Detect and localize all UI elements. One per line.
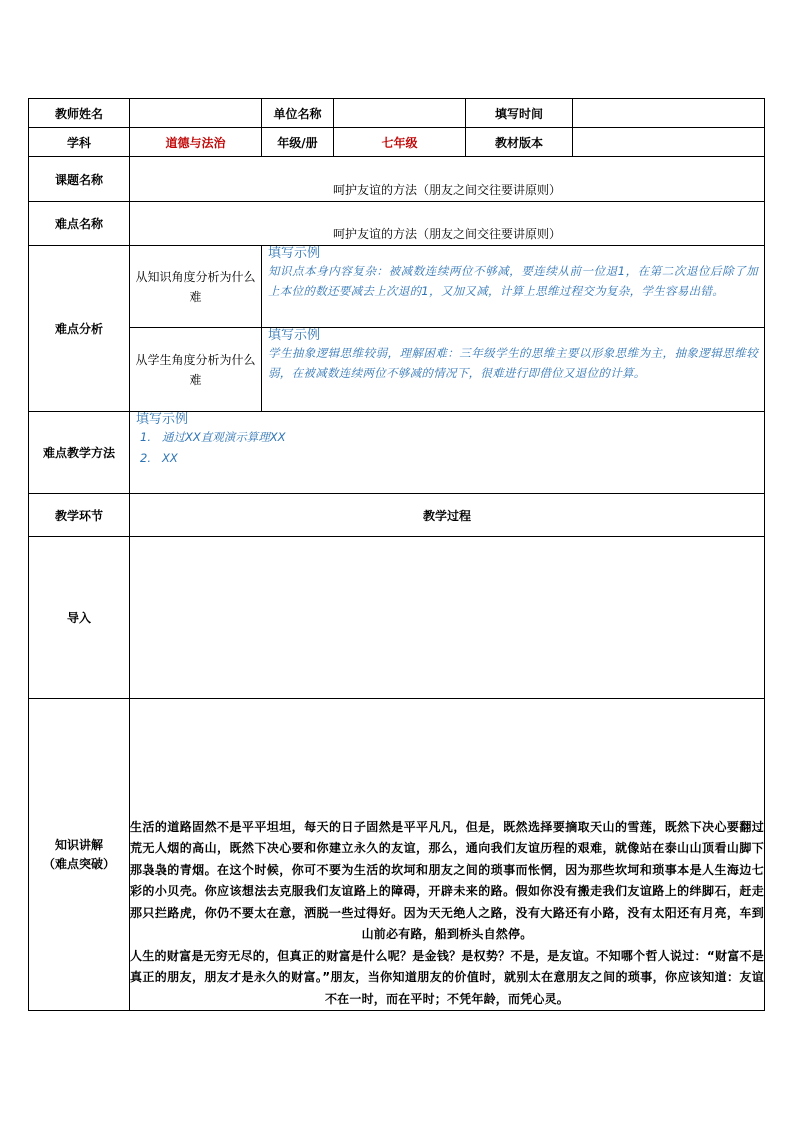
subject-value[interactable]: 道德与法治: [130, 128, 262, 157]
teacher-name-field[interactable]: [130, 99, 262, 128]
knowledge-paragraph: 生活的道路固然不是平平坦坦，每天的日子固然是平平凡凡，但是，既然选择要摘取天山的雪莲，既然下决心要翻过荒无人烟的高山，既然下决心要和你建立永久的友谊，那么，通向我们友谊历程的艰难，就像站在泰山山顶看山脚下那袅袅的青烟。在这个时候，你可不要为生活的坎坷和朋友之间的琐事而怅惘，因为那些坎坷和琐事本是人生海边七彩的小贝壳。你应该想法去克服我们友谊路上的障碍，开辟未来的路。假如你没有搬走我们友谊路上的绊脚石，赶走那只拦路虎，你仍不要太在意，洒脱一些过得好。因为天无绝人之路，没有大路还有小路，没有太阳还有月亮，车到山前必有路，船到桥头自然停。: [130, 819, 764, 941]
topic-label: 课题名称: [29, 157, 130, 202]
method-item: [130, 427, 764, 448]
knowledge-row: [29, 699, 765, 1011]
method-item: [130, 448, 764, 469]
subject-label: 学科: [29, 128, 130, 157]
teacher-name-label: 教师姓名: [29, 99, 130, 128]
fill-time-field[interactable]: [573, 99, 765, 128]
teaching-step-label: 教学环节: [29, 494, 130, 537]
unit-name-label: 单位名称: [262, 99, 334, 128]
method-item-text: XX: [162, 451, 178, 465]
knowledge-example-title: 填写示例: [268, 246, 321, 261]
method-item-number: 1.: [140, 430, 151, 444]
knowledge-label: [29, 699, 130, 1011]
analysis-knowledge-row: [29, 246, 765, 328]
intro-row: [29, 537, 765, 699]
knowledge-example-text: 知识点本身内容复杂：被减数连续两位不够减，要连续从前一位退1，在第二次退位后除了加上本位的数还要减去上次退的1，又加又减，计算上思维过程交为复杂，学生容易出错。: [268, 264, 758, 298]
unit-name-field[interactable]: [334, 99, 466, 128]
process-header-row: [29, 494, 765, 537]
method-label: 难点教学方法: [29, 412, 130, 494]
intro-content[interactable]: [130, 537, 765, 699]
difficulty-row: [29, 202, 765, 246]
info-row-2: [29, 128, 765, 157]
analysis-label: 难点分析: [29, 246, 130, 412]
student-example-title: 填写示例: [268, 328, 321, 343]
difficulty-value[interactable]: 呵护友谊的方法（朋友之间交往要讲原则）: [130, 202, 765, 246]
knowledge-angle-cell[interactable]: [262, 246, 765, 328]
intro-label: 导入: [29, 537, 130, 699]
method-row: [29, 412, 765, 494]
topic-row: [29, 157, 765, 202]
student-angle-cell[interactable]: [262, 328, 765, 412]
grade-label: 年级/册: [262, 128, 334, 157]
knowledge-angle-label: 从知识角度分析为什么难: [130, 246, 262, 328]
info-row-1: [29, 99, 765, 128]
method-list: [130, 427, 764, 469]
textbook-field[interactable]: [573, 128, 765, 157]
fill-time-label: 填写时间: [466, 99, 573, 128]
knowledge-content[interactable]: [130, 699, 765, 1011]
lesson-plan-table: [28, 98, 765, 1011]
grade-value[interactable]: 七年级: [334, 128, 466, 157]
topic-value[interactable]: 呵护友谊的方法（朋友之间交往要讲原则）: [130, 157, 765, 202]
method-cell[interactable]: [130, 412, 765, 494]
method-item-number: 2.: [140, 451, 151, 465]
student-angle-label: 从学生角度分析为什么难: [130, 328, 262, 412]
difficulty-label: 难点名称: [29, 202, 130, 246]
knowledge-paragraph: 人生的财富是无穷无尽的，但真正的财富是什么呢？是金钱？是权势？不是，是友谊。不知哪个哲人说过：“财富不是真正的朋友，朋友才是永久的财富。”朋友，当你知道朋友的价值时，就别太在意朋友之间的琐事，你应该知道：友谊不在一时，而在平时；不凭年龄，而凭心灵。: [130, 948, 764, 1006]
teaching-process-label: 教学过程: [130, 494, 765, 537]
textbook-label: 教材版本: [466, 128, 573, 157]
knowledge-label-line2: （难点突破）: [42, 856, 115, 871]
method-item-text: 通过XX直观演示算理XX: [162, 430, 286, 444]
student-example-text: 学生抽象逻辑思维较弱，理解困难：三年级学生的思维主要以形象思维为主，抽象逻辑思维较弱，在被减数连续两位不够减的情况下，很难进行即借位又退位的计算。: [268, 346, 758, 380]
analysis-student-row: [29, 328, 765, 412]
method-example-title: 填写示例: [136, 412, 189, 427]
knowledge-label-line1: 知识讲解: [54, 837, 103, 852]
